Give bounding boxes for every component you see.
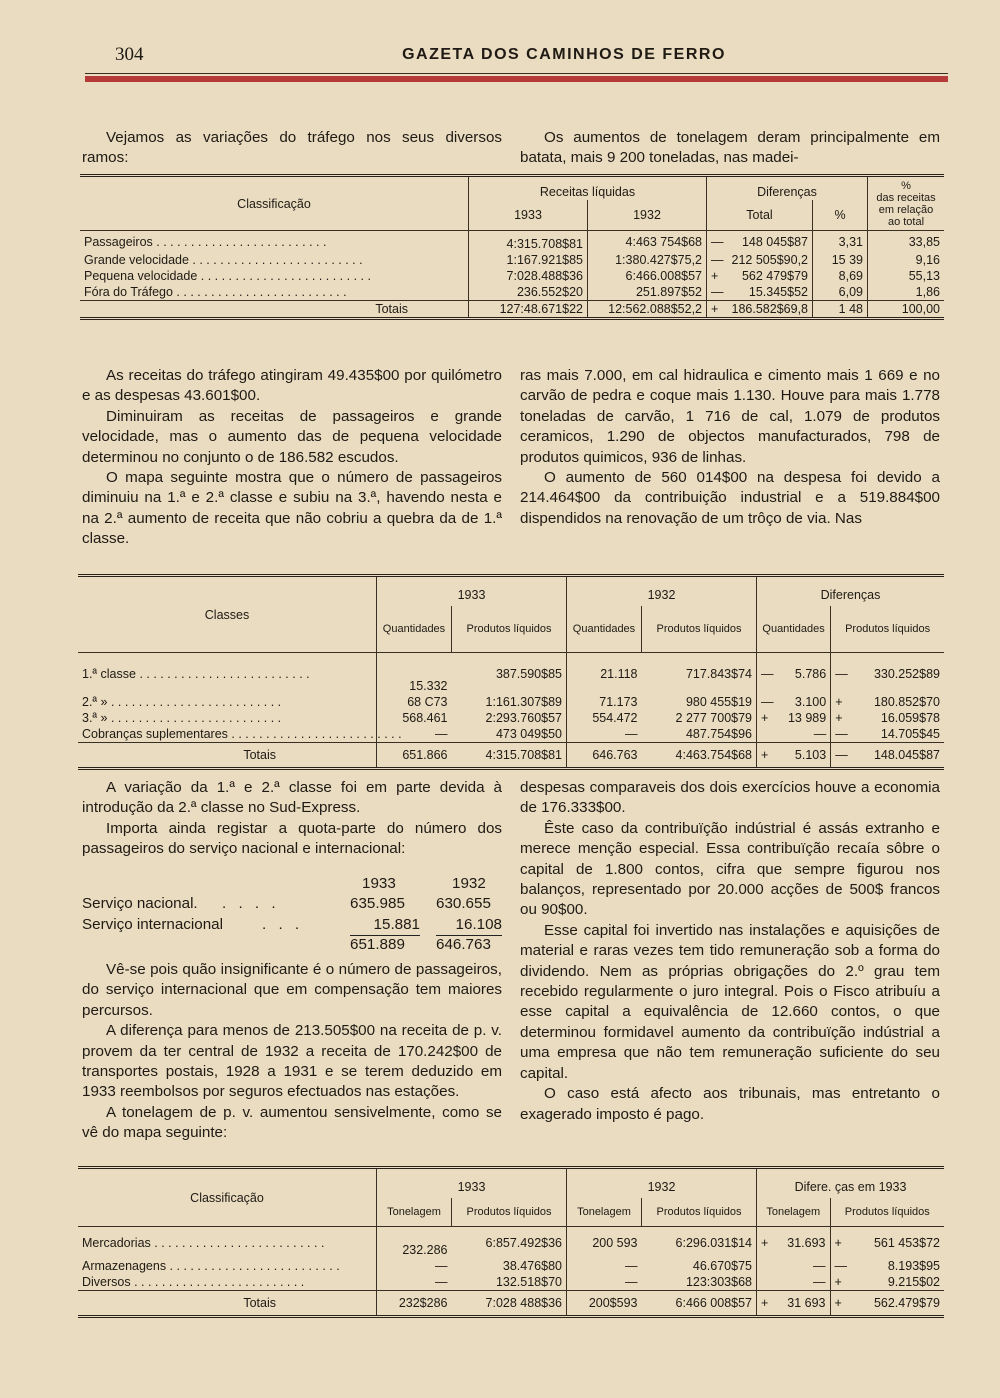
table-row-totals: Totais 127:48.671$22 12:562.088$52,2 + 186.582$69,8 1 48 100,00 — [80, 301, 944, 319]
paragraph: A diferença para menos de 213.505$00 na receita de p. v. provem da ter central de 1932 a receita de 170.242$00 de transportes postais, 1928 a 1931 e se terem deduzido em 1933 reembolsos por seguros efectuados nas estações. — [82, 1022, 502, 1101]
section3-right — [520, 778, 940, 1125]
col-header-1932: 1932 — [588, 200, 707, 231]
row-label: Cobranças suplementares — [82, 727, 228, 741]
col-header-1933: 1933 — [469, 200, 588, 231]
row-label: Diversos — [82, 1275, 131, 1289]
row-label: Armazenagens — [82, 1259, 167, 1273]
intro-left — [82, 128, 502, 169]
paragraph: As receitas do tráfego atingiram 49.435$00 por quilómetro e as despesas 43.601$00. — [82, 367, 502, 405]
paragraph: Vê-se pois quão insignificante é o número de passageiros, do serviço internacional que em compensação tem maiores percursos. — [82, 961, 502, 1019]
journal-title: GAZETA DOS CAMINHOS DE FERRO — [402, 46, 726, 63]
row-label: 1.ª classe — [82, 666, 136, 681]
revenue-table — [80, 174, 944, 320]
table-row: 3.ª » . . . . . . . . . . . . . . . . . . . . . . . . . 568.461 2:293.760$57 554.472 2 277 700$79 + 13 989 + 16.059$78 — [82, 711, 940, 725]
paragraph: Esse capital foi invertido nas instalações e aquisições de material e raras vezes tem tido remuneração sob a forma do dividendo. Nem as próprias obrigações do 2.º grau tem recebido regularmente o juro integral. Pois o Fisco atribuíu a esse capital a equivalência de 12.660 contos, o que determinou formidavel aumento da contribuïção indústrial a uma empresa que não tem remuneração suficiente do seu capital. — [520, 921, 940, 1082]
paragraph: O aumento de 560 014$00 na despesa foi devido a 214.464$00 da contribuição industrial e a 519.884$00 dispendidos na renovação de um trôço de via. Nas — [520, 469, 940, 527]
paragraph: despesas comparaveis dos dois exercícios houve a economia de 176.333$00. — [520, 779, 940, 817]
col-header-classes: Classes — [78, 576, 377, 653]
paragraph: ras mais 7.000, em cal hidraulica e cimento mais 1 669 e no carvão de pedra e coque mais 1.130. Houve para mais 1.778 toneladas de carvão, 1 716 de cal, 1.079 de produtos ceramicos, 1.290 de objectos manufacturados, 798 de produtos quimicos, 936 de linhas. — [520, 367, 940, 466]
page-number: 304 — [115, 44, 144, 65]
table-row: Grande velocidade . . . . . . . . . . . . . . . . . . . . . . . . . 1:167.921$85 1:380.427$75,2 — 212 505$90,2 15 39 9,16 — [80, 252, 944, 268]
table-row-totals: Totais 232$286 7:028 488$36 200$593 6:466 008$57 + 31 693 + 562.479$79 — [78, 1291, 944, 1317]
paragraph: O caso está afecto aos tribunais, mas entretanto o exagerado imposto é pago. — [520, 1085, 940, 1123]
table-row: Diversos . . . . . . . . . . . . . . . . . . . . . . . . . — 132.518$70 — 123:303$68 — + 9.215$02 — [82, 1275, 940, 1289]
row-label: 2.ª » — [82, 695, 108, 709]
row-label: 3.ª » — [82, 711, 108, 725]
col-header-1932: 1932 — [567, 576, 757, 607]
header-rule-thin — [85, 73, 948, 74]
paragraph: Vejamos as variações do tráfego nos seus diversos ramos: — [82, 129, 502, 167]
paragraph: A variação da 1.ª e 2.ª classe foi em parte devida à introdução da 2.ª classe no Sud-Express. — [82, 779, 502, 817]
table-row: Armazenagens . . . . . . . . . . . . . . . . . . . . . . . . . — 38.476$80 — 46.670$75 — — 8.193$95 — [82, 1259, 940, 1273]
service-summary: 1933 1932 Serviço nacional. . . . . 635.985 630.655 Serviço internacional . . . 15.881 16.108 651.889 646.763 — [82, 875, 502, 954]
section3-left-b — [82, 960, 502, 1144]
row-label: Pequena velocidade — [84, 269, 198, 283]
paragraph: Êste caso da contribuïção indústrial é assás extranho e merece menção especial. Essa contribuïção recaía sôbre o capital de 1.800 contos, cifra que sempre figurou nos balanços, representado por 20.000 acções de 500$ francos ou 90$00. — [520, 819, 940, 919]
row-label: Grande velocidade — [84, 253, 189, 267]
table-row-totals: Totais 651.866 4:315.708$81 646.763 4:463.754$68 + 5.103 — 148.045$87 — [78, 743, 944, 769]
table-row: 1.ª classe . . . . . . . . . . . . . . . . . . . . . . . . . 15.332 387.590$85 21.118 717.843$74 — 5.786 — 330.252$89 — [78, 653, 944, 695]
col-header-diferencas: Diferenças — [757, 576, 945, 607]
col-header-1933: 1933 — [377, 576, 567, 607]
section2-left — [82, 366, 502, 550]
section3-left — [82, 778, 502, 860]
col-header-share: % das receitas em relação ao total — [868, 176, 945, 231]
intro-right — [520, 128, 940, 169]
table-row: Passageiros . . . . . . . . . . . . . . . . . . . . . . . . . 4:315.708$81 4:463 754$68 — 148 045$87 3,31 33,85 — [80, 231, 944, 253]
col-header-pct: % — [813, 200, 868, 231]
section2-right — [520, 366, 940, 529]
col-header-classificacao: Classificação — [78, 1168, 377, 1227]
col-header-total: Total — [707, 200, 813, 231]
table-row: Fóra do Tráfego . . . . . . . . . . . . . . . . . . . . . . . . . 236.552$20 251.897$52 — 15.345$52 6,09 1,86 — [80, 284, 944, 301]
table-row: Pequena velocidade . . . . . . . . . . . . . . . . . . . . . . . . . 7:028.488$36 6:466.008$57 + 562 479$79 8,69 55,13 — [80, 268, 944, 284]
row-label: Passageiros — [84, 234, 153, 249]
paragraph: Diminuiram as receitas de passageiros e grande velocidade, mas o aumento das de pequena velocidade determinou no conjunto o de 186.582 escudos. — [82, 407, 502, 466]
paragraph: O mapa seguinte mostra que o número de passageiros diminuiu na 1.ª e 2.ª classe e subiu na 3.ª, havendo nesta e na 2.ª aumento de receita que não cobriu a quebra da de 1.ª classe. — [82, 469, 502, 548]
col-header-receitas: Receitas líquidas — [469, 176, 707, 201]
paragraph: Importa ainda registar a quota-parte do número dos passageiros do serviço nacional e internacional: — [82, 819, 502, 858]
paragraph: A tonelagem de p. v. aumentou sensivelmente, como se vê do mapa seguinte: — [82, 1103, 502, 1142]
table-row: 2.ª » . . . . . . . . . . . . . . . . . . . . . . . . . 68 C73 1:161.307$89 71.173 980 455$19 — 3.100 + 180.852$70 — [82, 695, 940, 709]
col-header-diferencas: Diferenças — [707, 176, 868, 201]
page-header — [80, 38, 948, 78]
table-row: Cobranças suplementares . . . . . . . . . . . . . . . . . . . . . . . . . — 473 049$50 — 487.754$96 — — 14.705$45 — [82, 727, 940, 741]
passengers-table: Classes 1933 1932 Diferenças Quantidades Produtos líquidos Quantidades Produtos líquidos Quantidades Produtos líquidos 1.ª classe . . . . . . . . . . . . . . . . . . . . . . . . . 15.332 387.590$85 21.118 717.843$74 — 5.786 — 330.252$89 2.ª » . . . . . . . . . . . . . . . . . . . . . . . . . 68 C73 1:161.307$89 71.173 980 455$19 — 3.100 + 180.852$70 3.ª » . . . . . . . . . . . . . . . . . . . . . . . . . 568.461 2:293.760$57 554.472 2 277 700$79 + 13 989 + 16.059$78 Cobranças suplementares . . . . . . . . . . . . . . . . . . . . . . . . . — 473 049$50 — 487.754$96 — — 14.705$45 Totais 651.866 4:315.708$81 646.763 4:463.754$68 + 5.103 — 148.045$87 — [78, 574, 944, 770]
table-row: Mercadorias . . . . . . . . . . . . . . . . . . . . . . . . . 232.286 6:857.492$36 200 593 6:296.031$14 + 31.693 + 561 453$72 — [78, 1227, 944, 1259]
row-label: Mercadorias — [82, 1235, 151, 1250]
tonnage-table: Classificação 1933 1932 Difere. ças em 1933 Tonelagem Produtos líquidos Tonelagem Produtos líquidos Tonelagem Produtos líquidos Mercadorias . . . . . . . . . . . . . . . . . . . . . . . . . 232.286 6:857.492$36 200 593 6:296.031$14 + 31.693 + 561 453$72 Armazenagens . . . . . . . . . . . . . . . . . . . . . . . . . — 38.476$80 — 46.670$75 — — 8.193$95 Diversos . . . . . . . . . . . . . . . . . . . . . . . . . — 132.518$70 — 123:303$68 — + 9.215$02 Totais 232$286 7:028 488$36 200$593 6:466 008$57 + 31 693 + 562.479$79 — [78, 1166, 944, 1318]
col-header-classificacao: Classificação — [80, 176, 469, 231]
row-label: Fóra do Tráfego — [84, 285, 173, 299]
paragraph: Os aumentos de tonelagem deram principalmente em batata, mais 9 200 toneladas, nas madei- — [520, 129, 940, 167]
header-rule-red — [85, 76, 948, 82]
